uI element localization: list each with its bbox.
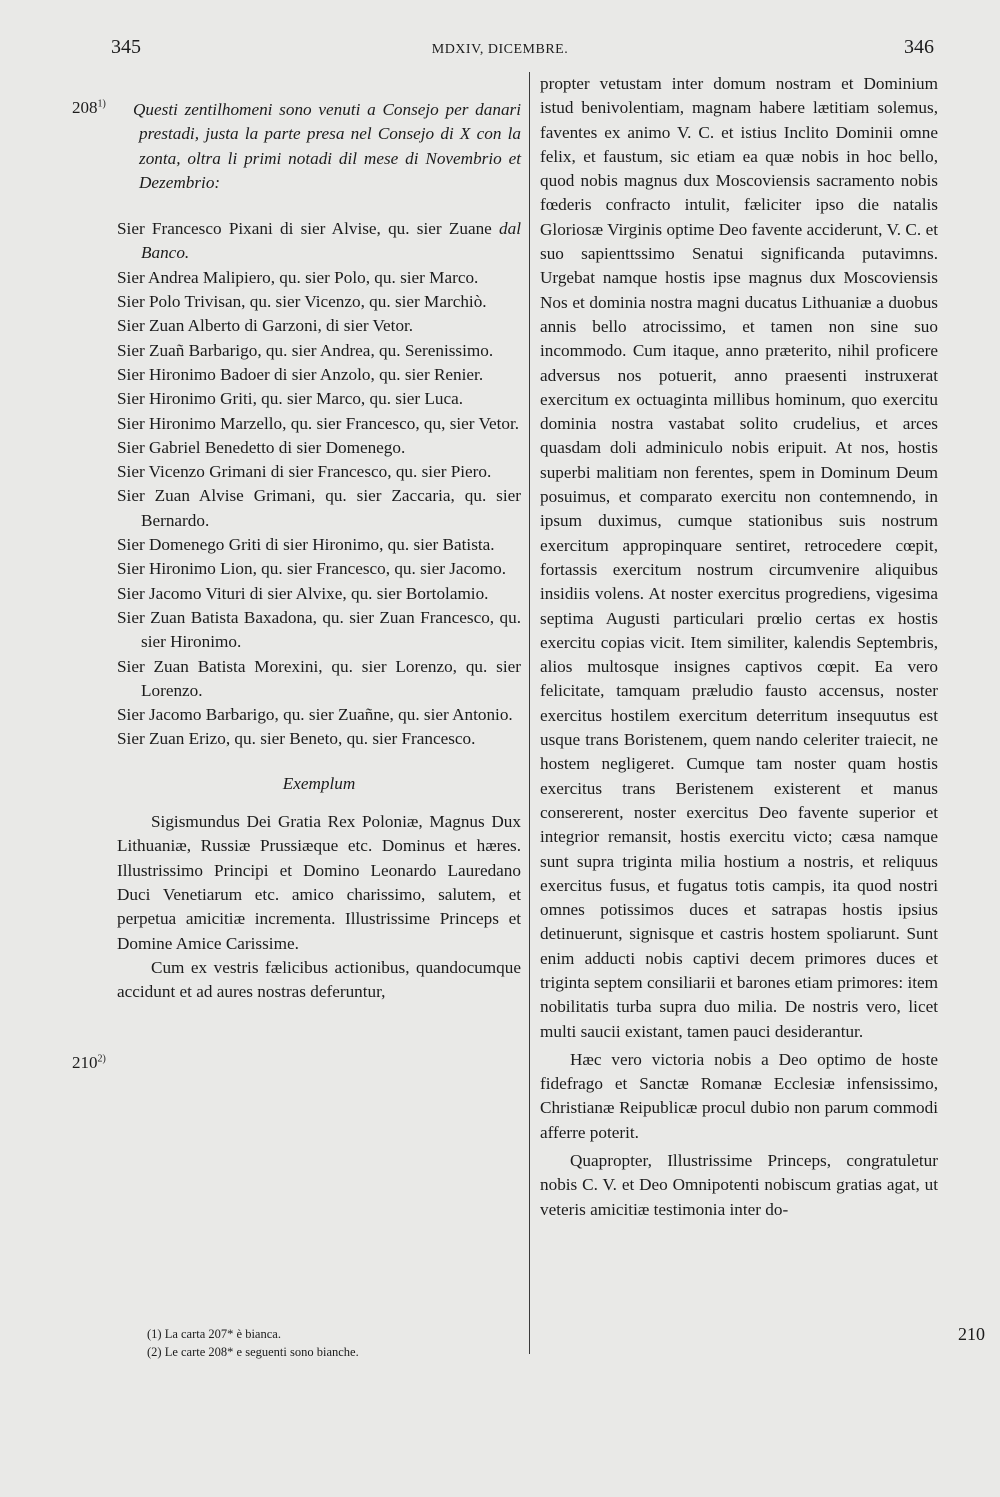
right-column: [540, 72, 938, 1222]
name-text: Sier Francesco Pixani di sier Alvise, qu. sier Zuane: [117, 219, 492, 239]
margin-number-210-right: 210: [958, 1324, 985, 1344]
margin-number-210: [72, 1053, 106, 1073]
letter-paragraph: Sigismundus Dei Gratia Rex Poloniæ, Magnus Dux Lithuaniæ, Russiæ Prussiæque etc. Dominus et hæres. Illustrissimo Principi et Domino Leonardo Lauredano Duci Venetiarum etc. amico charissimo, salutem, et perpetua amicitiæ incrementa. Illustrissime Princeps et Domine Amice Carissime.: [117, 812, 521, 953]
letter-paragraph: Hæc vero victoria nobis a Deo optimo de hoste fidefrago et Sanctæ Romanæ Ecclesiæ infensissimo, Christianæ Reipublicæ procul dubio non parum commodi afferre poterit.: [540, 1049, 938, 1142]
list-item: Sier Zuan Batista Baxadona, qu. sier Zuan Francesco, qu. sier Hironimo.: [117, 607, 521, 652]
running-title: MDXIV, DICEMBRE.: [431, 42, 569, 57]
margin-number-text: 210: [72, 1053, 98, 1072]
margin-number-text: 208: [72, 98, 98, 117]
footnote: (1) La carta 207* è bianca.: [147, 1327, 281, 1341]
left-column: [117, 72, 521, 1004]
page-header: [0, 36, 1000, 66]
list-item: Sier Hironimo Marzello, qu. sier Francesco, qu, sier Vetor.: [117, 413, 520, 433]
list-item: Sier Jacomo Vituri di sier Alvixe, qu. sier Bortolamio.: [117, 583, 489, 603]
list-item: Sier Jacomo Barbarigo, qu. sier Zuañne, qu. sier Antonio.: [117, 705, 513, 725]
letter-paragraph: Cum ex vestris fælicibus actionibus, quandocumque accidunt et ad aures nostras deferuntur,: [117, 957, 521, 1002]
list-item: Sier Polo Trivisan, qu. sier Vicenzo, qu. sier Marchiò.: [117, 292, 487, 312]
list-item: Sier Zuan Batista Morexini, qu. sier Lorenzo, qu. sier Lorenzo.: [117, 656, 521, 700]
column-rule: [529, 72, 530, 1354]
list-item: Sier Hironimo Griti, qu. sier Marco, qu. sier Luca.: [117, 389, 464, 409]
footnote-ref: 2): [97, 1053, 106, 1065]
list-item: [117, 217, 521, 266]
right-page-number: 346: [904, 36, 934, 58]
list-item: Sier Andrea Malipiero, qu. sier Polo, qu. sier Marco.: [117, 267, 479, 287]
list-item: Sier Zuañ Barbarigo, qu. sier Andrea, qu. Serenissimo.: [117, 340, 494, 360]
list-item: Sier Gabriel Benedetto di sier Domenego.: [117, 437, 406, 457]
names-list: [117, 217, 521, 752]
letter-paragraph: propter vetustam inter domum nostram et Dominium istud benivolentiam, magnam habere lætitiam solemus, faventes ex animo V. C. et istius Inclito Dominii omne felix, et faustum, sic etiam ea quæ nobis in hoc bello, quod nobis magnus dux Moscoviensis sacramento nobis fœderis confracto intulit, fæliciter ipso die natalis Gloriosæ Virginis optime Deo favente acciderunt, V. C. et suo sapienttssimo Senatui significanda putavimns. Urgebat namque hostis ipse magnus dux Moscoviensis Nos et dominia nostra magni ducatus Lithuaniæ a duobus annis bello atrocissimo, et tamen non sine suo incommodo. Cum itaque, anno præterito, nihil proficere adversus nos potuerit, anno praesenti instruxerat exercitum ex octuaginta millibus hominum, quo exercitu dominia nostra vastabat solito crudelius, et arces quasdam doli adminiculo nobis eripuit. At nos, hostis superbi malitiam non ferentes, spem in Dominum Deum posuimus, et comparato exercitu non contemnendo, in ipsum duximus, cumque stationibus suis nostrum exercitum appropinquare sentiret, retrocedere cœpit, fortassis exercitum nostrum circumvenire aliquibus insidiis volens. At noster exercitus progrediens, vigesima septima Augusti particulari prœlio certas ex hostis exercitu copias vicit. Item similiter, kalendis Septembris, alios multosque insignes captivos cœpit. Ea vero felicitate, tamquam præludio fausto accensus, noster exercitus hostilem exercitum deterritum insequutus est usque trans Boristenem, quem nando celeriter traiecit, ne hostem negligeret. Cumque tam noster quam hostis exercitus trans Beristenem existerent et manus consererent, noster exercitus Deo favente superior et integrior remansit, hostis exercitu victo; cæsa namque sunt supra triginta milia hostium a nostris, et reliquus exercitus fusus, et fugatus totis campis, ita quod nostri omnes potissimos duces et satrapas hostis ipsius detinuerunt, signisque et castris hostem spoliarunt. Sunt enim adducti nobis captivi decem primores duces et triginta septem consiliarii et barones etiam primores: item nobilitatis turba supra duo milia. De nostris vero, licet multi saucii existant, tamen pauci desiderantur.: [540, 74, 938, 1041]
list-item: Sier Hironimo Lion, qu. sier Francesco, qu. sier Jacomo.: [117, 559, 507, 579]
list-item: Sier Domenego Griti di sier Hironimo, qu. sier Batista.: [117, 535, 495, 555]
left-page-number: 345: [111, 36, 141, 58]
letter-paragraph: Quapropter, Illustrissime Princeps, congratuletur nobis C. V. et Deo Omnipotenti nobiscum gratias agat, ut veteris amicitiæ testimonia inter do-: [540, 1151, 938, 1219]
name-italic: dal Banco.: [141, 219, 521, 263]
list-item: Sier Zuan Erizo, qu. sier Beneto, qu. sier Francesco.: [117, 729, 476, 749]
footnote-ref: 1): [97, 98, 106, 110]
list-item: Sier Zuan Alvise Grimani, qu. sier Zaccaria, qu. sier Bernardo.: [117, 486, 521, 530]
section-heading: Questi zentilhomeni sono venuti a Consejo per danari prestadi, justa la parte presa nel Consejo di X con la zonta, oltra li primi notadi dil mese di Novembrio et Dezembrio:: [133, 100, 521, 192]
footnotes: [147, 1325, 527, 1361]
margin-number-208: [72, 98, 106, 118]
list-item: Sier Hironimo Badoer di sier Anzolo, qu. sier Renier.: [117, 364, 484, 384]
list-item: Sier Vicenzo Grimani di sier Francesco, qu. sier Piero.: [117, 462, 492, 482]
list-item: Sier Zuan Alberto di Garzoni, di sier Vetor.: [117, 316, 414, 336]
exemplum-title: Exemplum: [282, 773, 356, 793]
footnote: (2) Le carte 208* e seguenti sono bianche.: [147, 1345, 359, 1359]
